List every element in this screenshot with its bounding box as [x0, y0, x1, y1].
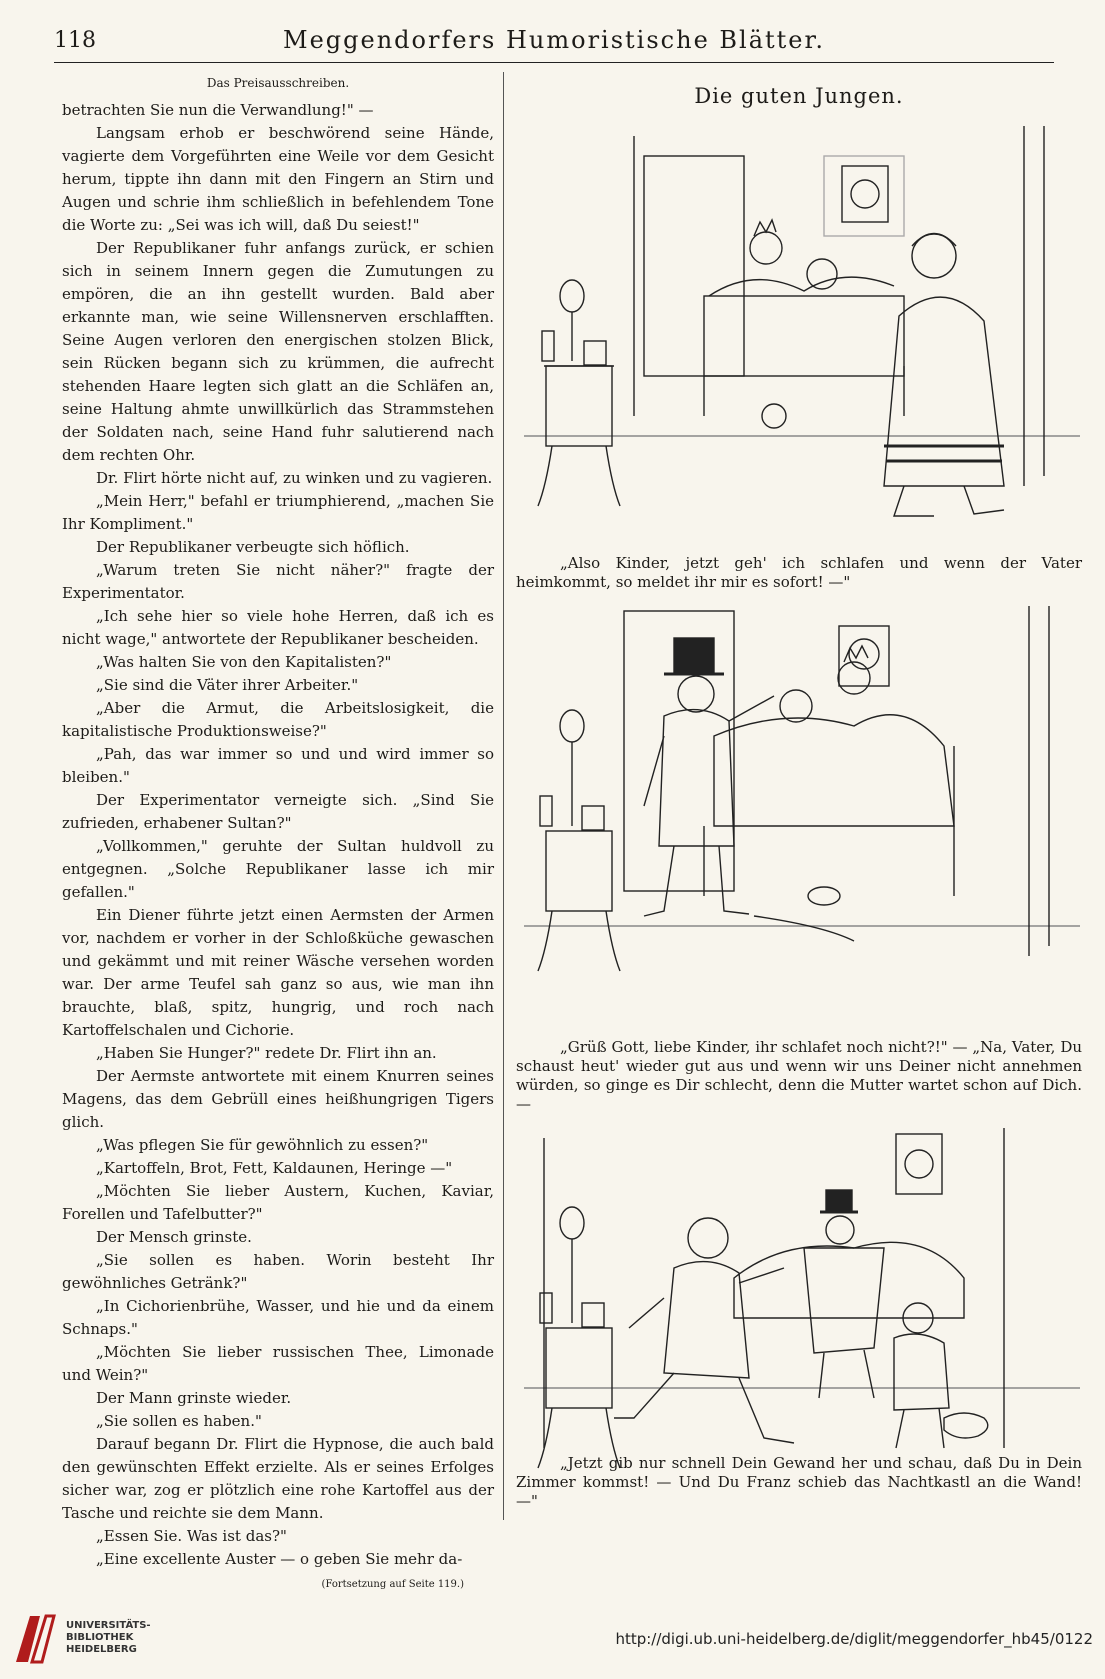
cartoon-caption-2: „Grüß Gott, liebe Kinder, ihr schlafet noch nicht?!" — „Na, Vater, Du schaust heut' wieder gut aus und wenn wir uns Deiner nicht annehmen würden, so ginge es Dir schlecht, denn die Mutter wartet schon auf Dich. — — [516, 1038, 1082, 1113]
story-paragraph: Dr. Flirt hörte nicht auf, zu winken und zu vagieren. — [96, 469, 493, 487]
story-column — [62, 72, 494, 1590]
cartoon-caption-3: „Jetzt gib nur schnell Dein Gewand her und schau, daß Du in Dein Zimmer kommst! — Und Du Franz schieb das Nachtkastl an die Wand! —" — [516, 1454, 1082, 1510]
story-paragraph: Der Mann grinste wieder. — [96, 1389, 292, 1407]
bedroom-scene-illustration — [524, 116, 1080, 546]
story-paragraph: betrachten Sie nun die Verwandlung!" — — [62, 101, 374, 119]
story-paragraph: Ein Diener führte jetzt einen Aermsten der Armen vor, nachdem er vorher in der Schloßküche gewaschen und gekämmt und mit reiner Wäsche versehen worden war. Der arme Teufel sah ganz so aus, wie man ihn brauchte, blaß, spitz, hungrig, und roch nach Kartoffelschalen und Cichorie. — [62, 906, 494, 1039]
story-paragraph: „Sie sollen es haben." — [96, 1412, 262, 1430]
father-arrives-illustration — [524, 596, 1080, 1026]
story-paragraph: Langsam erhob er beschwörend seine Hände, vagierte dem Vorgeführten eine Weile vor dem Gesicht herum, tippte ihn dann mit den Fingern an Stirn und Augen und schrie ihm schließlich in befehlendem Tone die Worte zu: „Sei was ich will, daß Du seiest!" — [62, 124, 494, 234]
story-paragraph: „Warum treten Sie nicht näher?" fragte der Experimentator. — [62, 561, 494, 602]
cartoon-panel-1 — [524, 116, 1080, 546]
story-paragraph: „Pah, das war immer so und und wird immer so bleiben." — [62, 745, 494, 786]
story-paragraph: „Ich sehe hier so viele hohe Herren, daß ich es nicht wage," antwortete der Republikaner bescheiden. — [62, 607, 494, 648]
story-paragraph: „Vollkommen," geruhte der Sultan huldvoll zu entgegnen. „Solche Republikaner lasse ich mir gefallen." — [62, 837, 494, 901]
cartoon-caption-1: „Also Kinder, jetzt geh' ich schlafen und wenn der Vater heimkommt, so meldet ihr mir es sofort! —" — [516, 554, 1082, 591]
story-paragraph: „Möchten Sie lieber Austern, Kuchen, Kaviar, Forellen und Tafelbutter?" — [62, 1182, 494, 1223]
story-paragraph: „Sie sind die Väter ihrer Arbeiter." — [96, 676, 359, 694]
story-paragraph: Der Republikaner verbeugte sich höflich. — [96, 538, 410, 556]
story-paragraph: Darauf begann Dr. Flirt die Hypnose, die auch bald den gewünschten Effekt erzielte. Als er seines Erfolges sicher war, zog er plötzlich eine rohe Kartoffel aus der Tasche und reichte sie dem Mann. — [62, 1435, 494, 1522]
cartoon-title: Die guten Jungen. — [694, 84, 904, 108]
journal-title: Meggendorfers Humoristische Blätter. — [283, 26, 825, 54]
page-number: 118 — [54, 28, 96, 53]
column-divider — [503, 72, 504, 1520]
cartoon-column — [516, 72, 1082, 1522]
story-paragraph: „Kartoffeln, Brot, Fett, Kaldaunen, Heringe —" — [96, 1159, 453, 1177]
page-header — [54, 22, 1054, 63]
story-paragraph: Der Mensch grinste. — [96, 1228, 252, 1246]
story-paragraph: „Essen Sie. Was ist das?" — [96, 1527, 287, 1545]
story-paragraph: „Sie sollen es haben. Worin besteht Ihr gewöhnliches Getränk?" — [62, 1251, 494, 1292]
story-paragraph: Der Republikaner fuhr anfangs zurück, er schien sich in seinem Innern gegen die Zumutungen zu empören, die an ihn gestellt wurden. Bald aber erkannte man, wie seine Willensnerven erschlafften. Seine Augen verloren den energischen stolzen Blick, sein Rücken begann sich zu krümmen, die aufrecht stehenden Haare legten sich glatt an die Schläfen an, seine Haltung ahmte unwillkürlich das Strammstehen der Soldaten nach, seine Hand fuhr salutierend nach dem rechten Ohr. — [62, 239, 494, 464]
source-url-link[interactable]: http://digi.ub.uni-heidelberg.de/diglit/meggendorfer_hb45/0122 — [615, 1630, 1093, 1648]
institution-name: UNIVERSITÄTS- BIBLIOTHEK HEIDELBERG — [66, 1620, 151, 1655]
cartoon-panel-2 — [524, 596, 1080, 1026]
story-paragraph: „Mein Herr," befahl er triumphierend, „machen Sie Ihr Kompliment." — [62, 492, 494, 533]
story-paragraph: „Aber die Armut, die Arbeitslosigkeit, die kapitalistische Produktionsweise?" — [62, 699, 494, 740]
story-paragraph: „Haben Sie Hunger?" redete Dr. Flirt ihn an. — [96, 1044, 437, 1062]
continued-note: (Fortsetzung auf Seite 119.) — [321, 1579, 464, 1590]
story-paragraph: „Eine excellente Auster — o geben Sie mehr da- — [96, 1550, 463, 1568]
story-paragraph: „Was pflegen Sie für gewöhnlich zu essen?" — [96, 1136, 429, 1154]
story-paragraph: Der Aermste antwortete mit einem Knurren seines Magens, das dem Gebrüll eines heißhungrigen Tigers glich. — [62, 1067, 494, 1131]
story-paragraph: „In Cichorienbrühe, Wasser, und hie und da einem Schnaps." — [62, 1297, 494, 1338]
story-subtitle: Das Preisausschreiben. — [206, 76, 350, 90]
footer-bar — [0, 1600, 1105, 1679]
story-paragraph: „Was halten Sie von den Kapitalisten?" — [96, 653, 392, 671]
university-logo-icon — [10, 1608, 58, 1668]
story-paragraph: Der Experimentator verneigte sich. „Sind Sie zufrieden, erhabener Sultan?" — [62, 791, 494, 832]
story-paragraph: „Möchten Sie lieber russischen Thee, Limonade und Wein?" — [62, 1343, 494, 1384]
